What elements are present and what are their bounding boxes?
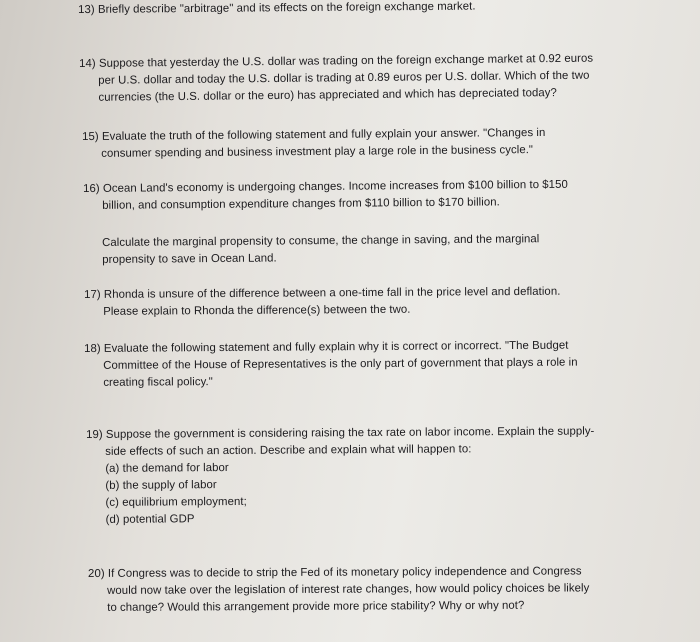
question-15 bbox=[82, 125, 546, 163]
question-text-line: consumer spending and business investment play a large role in the business cycle." bbox=[101, 144, 534, 160]
question-number: 15) bbox=[82, 130, 99, 143]
question-text-line: Committee of the House of Representatives is the only part of government that plays a role in bbox=[103, 356, 578, 372]
question-text-line: (a) the demand for labor bbox=[105, 462, 229, 475]
question-16-follow-up bbox=[102, 231, 540, 269]
question-text-line: (c) equilibrium employment; bbox=[105, 495, 247, 509]
question-text-line: Calculate the marginal propensity to consume, the change in saving, and the marginal bbox=[102, 233, 540, 249]
question-text-line: Evaluate the following statement and fully explain why it is correct or incorrect. "The Budget bbox=[103, 339, 569, 355]
question-number: 16) bbox=[83, 182, 100, 195]
question-text-line: currencies (the U.S. dollar or the euro) has appreciated and which has depreciated today? bbox=[98, 86, 557, 104]
question-text-line: (d) potential GDP bbox=[105, 513, 195, 526]
question-text-line: to change? Would this arrangement provide more price stability? Why or why not? bbox=[107, 599, 525, 614]
question-14 bbox=[79, 51, 594, 107]
question-19 bbox=[86, 423, 595, 529]
question-text-line: Ocean Land's economy is undergoing changes. Income increases from $100 billion to $150 bbox=[102, 178, 568, 195]
question-text-line: Rhonda is unsure of the difference between a one-time fall in the price level and deflation. bbox=[103, 285, 561, 301]
question-text-line: would now take over the legislation of interest rate changes, how would policy choices be likely bbox=[107, 582, 590, 597]
question-number: 18) bbox=[84, 342, 101, 355]
question-text-line: Briefly describe "arbitrage" and its effects on the foreign exchange market. bbox=[97, 0, 476, 16]
question-text-line: If Congress was to decide to strip the Fed of its monetary policy independence and Congress bbox=[107, 565, 582, 580]
question-text-line: Suppose the government is considering raising the tax rate on labor income. Explain the supply- bbox=[105, 425, 595, 441]
question-20 bbox=[88, 563, 589, 617]
question-text-line: Evaluate the truth of the following statement and fully explain your answer. "Changes in bbox=[101, 126, 546, 143]
question-16 bbox=[83, 177, 568, 215]
question-text-line: per U.S. dollar and today the U.S. dollar is trading at 0.89 euros per U.S. dollar. Which of the two bbox=[98, 69, 590, 87]
question-text-line: (b) the supply of labor bbox=[105, 479, 217, 492]
question-text-line: side effects of such an action. Describe and explain what will happen to: bbox=[105, 443, 472, 458]
question-text-line: Suppose that yesterday the U.S. dollar was trading on the foreign exchange market at 0.92 euros bbox=[98, 52, 594, 70]
question-text-line: propensity to save in Ocean Land. bbox=[102, 252, 277, 266]
question-number: 17) bbox=[84, 288, 101, 301]
question-number: 19) bbox=[86, 428, 103, 441]
question-text-line: Please explain to Rhonda the difference(s) between the two. bbox=[103, 303, 411, 318]
question-13 bbox=[78, 0, 476, 19]
question-number: 20) bbox=[88, 567, 105, 580]
question-text-line: creating fiscal policy." bbox=[103, 376, 213, 389]
question-number: 13) bbox=[78, 3, 95, 16]
question-18 bbox=[84, 338, 578, 392]
question-text-line: billion, and consumption expenditure changes from $110 billion to $170 billion. bbox=[102, 196, 500, 212]
question-17 bbox=[84, 284, 561, 321]
question-number: 14) bbox=[79, 57, 96, 70]
